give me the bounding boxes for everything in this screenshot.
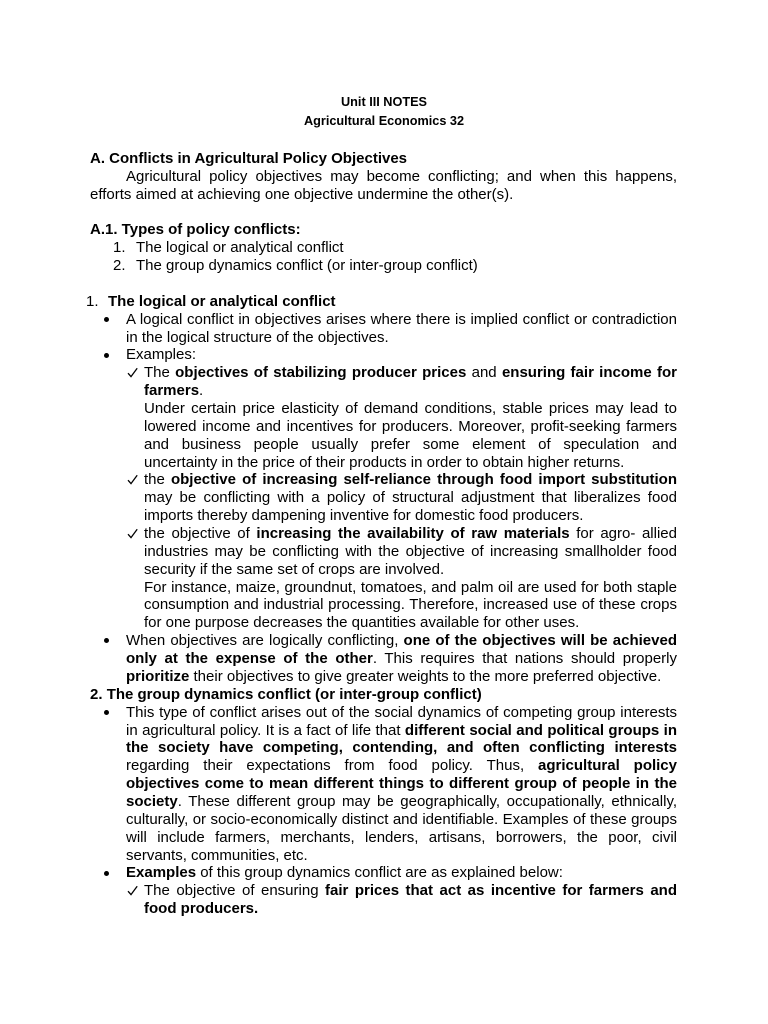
section-a-heading: A. Conflicts in Agricultural Policy Objectives [90, 150, 408, 167]
bullet-icon [104, 353, 109, 358]
blank-line [0, 204, 677, 222]
examples-intro-text: of this group dynamics conflict are as explained below: [196, 864, 563, 882]
types-heading: A.1. Types of policy conflicts: [90, 221, 301, 239]
example-line: for one purpose decreases the quantities available for other uses. [144, 614, 580, 632]
document-title: Unit III NOTES [341, 94, 427, 109]
emphasis-text: increasing the availability of raw materials [256, 525, 570, 543]
bullet-icon [104, 710, 109, 715]
description-line: the society have competing, contending, and often conflicting interests [126, 739, 677, 757]
notes-body [0, 150, 768, 918]
example-line [0, 882, 677, 900]
emphasis-text: society [126, 792, 178, 810]
example-text: The [144, 364, 176, 382]
types-list-item [0, 239, 677, 257]
implication-line [0, 632, 677, 650]
definition-text: A logical conflict in objectives arises where there is implied conflict or contradiction [126, 310, 677, 328]
logical-conflict-heading [0, 293, 677, 311]
section-number: 2. [90, 685, 103, 703]
blank-line [0, 275, 677, 293]
description-line: servants, communities, etc. [126, 846, 308, 864]
implication-line [0, 668, 677, 686]
example-text: . [199, 382, 204, 400]
example-line: uncertainty in the price of their products in order to obtain higher returns. [144, 453, 625, 471]
emphasis-text: farmers [144, 382, 200, 400]
description-line [0, 722, 677, 740]
emphasis-text: ensuring fair income for [501, 364, 677, 382]
implication-text: their objectives to give greater weights to the more preferred objective. [189, 667, 662, 685]
description-line [0, 793, 677, 811]
section-heading-text: The group dynamics conflict (or inter-group conflict) [106, 685, 482, 703]
example-line [0, 525, 677, 543]
implication-text: . This requires that nations should properly [372, 650, 677, 668]
example-line: food producers. [144, 900, 259, 918]
example-text: and [466, 364, 502, 382]
example-line: For instance, maize, groundnut, tomatoes, and palm oil are used for both staple [144, 578, 677, 596]
description-text: This type of conflict arises out of the social dynamics of competing group interests [126, 703, 677, 721]
emphasis-text: only at the expense of the other [126, 650, 373, 668]
emphasis-text: fair prices that act as incentive for farmers and [325, 882, 677, 900]
description-line [0, 704, 677, 722]
example-line: may be conflicting with a policy of structural adjustment that liberalizes food [144, 489, 677, 507]
example-line: consumption and industrial processing. Therefore, increased use of these crops [144, 596, 677, 614]
definition-line [0, 311, 677, 329]
example-line: lowered income and incentives for producers. Moreover, profit-seeking farmers [144, 417, 677, 435]
description-text: regarding their expectations from food policy. Thus, [126, 757, 539, 775]
examples-intro-line [0, 864, 677, 882]
checkmark-icon [127, 367, 138, 378]
intro-line: Agricultural policy objectives may become conflicting; and when this happens, [126, 167, 677, 185]
description-text: . These different group may be geographically, occupationally, ethnically, [177, 792, 677, 810]
description-line: culturally, or socio-economically distinct and identifiable. Examples of these groups [126, 810, 677, 828]
section-number: 1. [86, 292, 99, 310]
checkmark-icon [127, 885, 138, 896]
example-line: and business people usually prefer some element of speculation and [144, 435, 677, 453]
checkmark-icon [127, 528, 138, 539]
example-line [0, 364, 677, 382]
emphasis-text: agricultural policy [538, 757, 677, 775]
example-line: Under certain price elasticity of demand conditions, stable prices may lead to [144, 400, 677, 418]
emphasis-text: different social and political groups in [404, 721, 677, 739]
document-subtitle: Agricultural Economics 32 [303, 113, 465, 128]
implication-text: When objectives are logically conflicting, [126, 632, 404, 650]
description-text: in agricultural policy. It is a fact of life that [126, 721, 405, 739]
bullet-icon [104, 871, 109, 876]
example-line [0, 382, 677, 400]
implication-line [0, 650, 677, 668]
example-line: industries may be conflicting with the objective of increasing smallholder food [144, 542, 677, 560]
checkmark-icon [127, 474, 138, 485]
example-line: imports thereby dampening inventive for domestic food producers. [144, 507, 584, 525]
emphasis-text: Examples [126, 864, 197, 882]
section-heading-text: The logical or analytical conflict [108, 292, 336, 310]
examples-label: Examples: [126, 346, 197, 364]
group-conflict-heading [0, 686, 677, 704]
example-text: the objective of [144, 525, 257, 543]
types-list-item [0, 257, 677, 275]
emphasis-text: one of the objectives will be achieved [403, 632, 677, 650]
emphasis-text: objective of increasing self-reliance through food import substitution [170, 471, 677, 489]
list-number: 2. [113, 257, 126, 275]
bullet-icon [104, 638, 109, 643]
example-text: The objective of ensuring [144, 882, 326, 900]
example-line [0, 471, 677, 489]
list-number: 1. [113, 239, 126, 257]
definition-line: in the logical structure of the objectives. [126, 328, 389, 346]
description-line [0, 757, 677, 775]
example-text: the [144, 471, 171, 489]
example-text: for agro- allied [569, 525, 677, 543]
description-line: objectives come to mean different things to different group of people in the [126, 775, 677, 793]
list-item-label: The group dynamics conflict (or inter-group conflict) [136, 257, 478, 275]
emphasis-text: prioritize [126, 667, 190, 685]
examples-label-line [0, 346, 677, 364]
list-item-label: The logical or analytical conflict [136, 239, 344, 257]
bullet-icon [104, 317, 109, 322]
intro-line: efforts aimed at achieving one objective undermine the other(s). [90, 185, 514, 203]
emphasis-text: objectives of stabilizing producer prices [175, 364, 467, 382]
example-line: security if the same set of crops are involved. [144, 560, 445, 578]
description-line: will include farmers, merchants, lenders, artisans, borrowers, the poor, civil [126, 828, 677, 846]
